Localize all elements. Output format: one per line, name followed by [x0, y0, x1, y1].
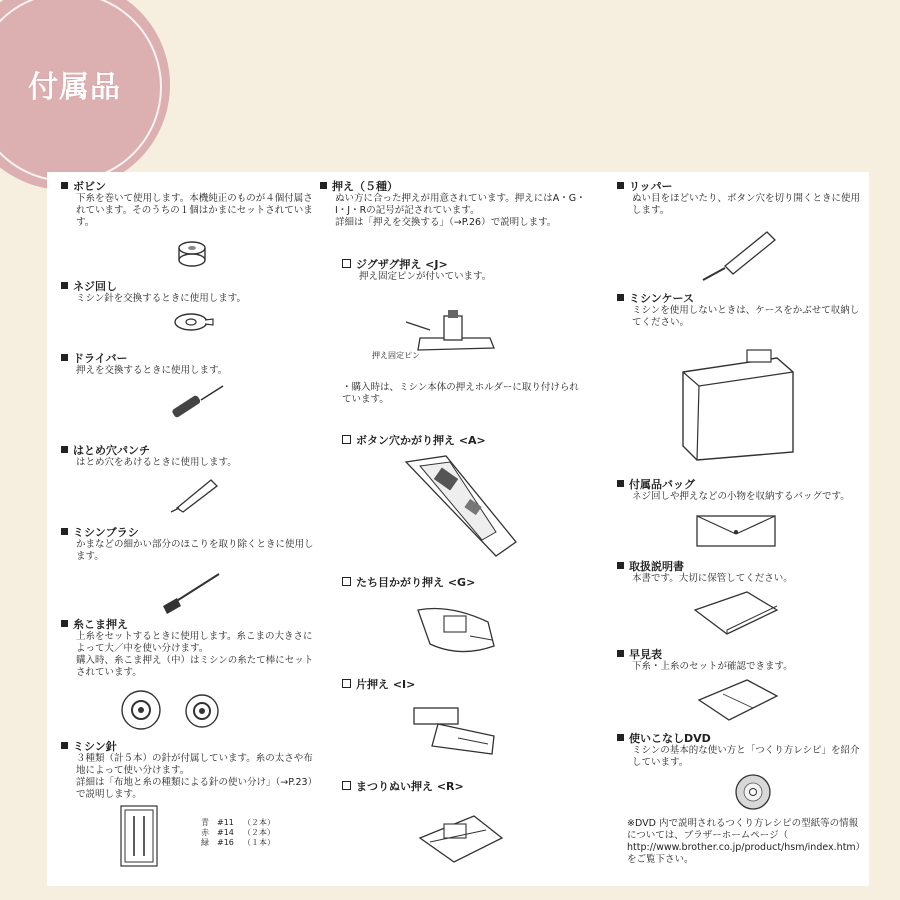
dvd-icon [733, 772, 773, 812]
needle-row: 青 #11 （２本） [201, 818, 275, 827]
zigzag-note: ・購入時は、ミシン本体の押えホルダーに取り付けられています。 [342, 382, 579, 405]
pin-label: 押え固定ピン [372, 351, 420, 360]
item-blindstitch-foot [342, 780, 582, 793]
spool-cap-large-icon [119, 688, 163, 732]
overcast-foot-icon [410, 600, 500, 662]
item-title: ジグザグ押え <J> [356, 258, 448, 271]
item-title: ボビン [73, 180, 106, 193]
zipper-foot-icon [408, 702, 504, 760]
item-brush [61, 526, 319, 563]
needle-list [201, 818, 275, 848]
item-title: まつりぬい押え <R> [356, 780, 464, 793]
item-title: たち目かがり押え <G> [356, 576, 476, 589]
item-desc: ミシン針を交換するときに使用します。 [76, 293, 247, 304]
accessory-bag-icon [693, 510, 779, 550]
item-title: 押え（５種） [332, 180, 398, 193]
item-desc: 下糸・上糸のセットが確認できます。 [632, 661, 793, 672]
item-title: ミシンケース [629, 292, 694, 305]
item-buttonhole-foot [342, 434, 582, 447]
item-presser-feet [320, 180, 590, 229]
item-zigzag-foot [342, 258, 582, 283]
item-title: ミシンブラシ [73, 526, 139, 539]
item-desc: ネジ回しや押えなどの小物を収納するバッグです。 [632, 491, 850, 502]
item-dvd [617, 732, 865, 769]
accessories-panel [47, 172, 869, 886]
item-desc-2: 詳細は「押えを交換する」（→P.26）で説明します。 [335, 217, 557, 228]
item-title: リッパー [629, 180, 673, 193]
item-title: 付属品バッグ [629, 478, 695, 491]
item-title: ボタン穴かがり押え <A> [356, 434, 486, 447]
manual-icon [691, 588, 781, 638]
item-bobbin [61, 180, 319, 229]
screwdriver-disc-icon [169, 310, 215, 334]
item-title: はとめ穴パンチ [73, 444, 150, 457]
item-desc: ３種類（計５本）の針が付属しています。糸の太さや布地によって使い分けます。 [76, 753, 313, 776]
item-seam-ripper [617, 180, 865, 217]
item-desc: ミシンの基本的な使い方と「つくり方レシピ」を紹介しています。 [632, 745, 860, 768]
needle-pack-icon [119, 804, 159, 868]
item-desc: かまなどの細かい部分のほこりを取り除くときに使用します。 [76, 539, 314, 562]
item-manual [617, 560, 865, 585]
item-desc-2: 詳細は「布地と糸の種類による針の使い分け」（→P.23）で説明します。 [76, 777, 318, 800]
item-title: 使いこなしDVD [629, 732, 711, 745]
item-desc: ミシンを使用しないときは、ケースをかぶせて収納してください。 [632, 305, 860, 328]
item-title: 早見表 [629, 648, 662, 661]
blindstitch-foot-icon [414, 808, 506, 866]
item-desc: 下糸を巻いて使用します。本機純正のものが４個付属されています。そのうちの１個はかまにセットされています。 [76, 193, 313, 228]
item-title: 取扱説明書 [629, 560, 684, 573]
item-desc: 本書です。大切に保管してください。 [632, 573, 793, 584]
item-zipper-foot [342, 678, 582, 691]
item-screwdriver-disc [61, 280, 319, 305]
item-title: ネジ回し [73, 280, 117, 293]
item-desc: ぬい方に合った押えが用意されています。押えにはA・G・I・J・Rの記号が記されています。 [335, 193, 586, 216]
item-desc: 押え固定ピンが付いています。 [359, 271, 492, 282]
item-case [617, 292, 865, 329]
item-needles [61, 740, 319, 801]
item-desc: 押えを交換するときに使用します。 [76, 365, 228, 376]
item-desc: 上糸をセットするときに使用します。糸こまの大きさによって大／中を使い分けます。 [76, 631, 313, 654]
needle-row: 赤 #14 （２本） [201, 828, 275, 837]
item-bag [617, 478, 865, 503]
item-title: ミシン針 [73, 740, 117, 753]
seam-ripper-icon [695, 226, 783, 282]
item-title: 糸こま押え [73, 618, 128, 631]
dvd-note: ※DVD 内で説明されるつくり方レシピの型紙等の情報については、ブラザーホームページ（ http://www.brother.co.jp/product/hsm/index.htm）をご覧下さい。 [627, 818, 861, 865]
item-desc: はとめ穴をあけるときに使用します。 [76, 457, 237, 468]
page-title: 付属品 [28, 70, 121, 105]
needle-row: 緑 #16 （１本） [201, 838, 275, 847]
brush-icon [153, 570, 223, 616]
item-overcast-foot [342, 576, 582, 589]
buttonhole-foot-icon [396, 452, 526, 562]
quick-reference-icon [695, 676, 781, 724]
machine-case-icon [677, 342, 799, 464]
item-desc: ぬい目をほどいたり、ボタン穴を切り開くときに使用します。 [632, 193, 861, 216]
item-desc-2: 購入時、糸こま押え（中）はミシンの糸たて棒にセットされています。 [76, 655, 314, 678]
item-eyelet-punch [61, 444, 319, 469]
item-title: 片押え <I> [356, 678, 416, 691]
item-driver [61, 352, 319, 377]
screwdriver-icon [167, 384, 227, 424]
item-quick-ref [617, 648, 865, 673]
item-title: ドライバー [73, 352, 128, 365]
item-spool-cap [61, 618, 319, 679]
spool-cap-medium-icon [183, 692, 221, 730]
eyelet-punch-icon [167, 474, 223, 514]
bobbin-icon [172, 238, 212, 270]
